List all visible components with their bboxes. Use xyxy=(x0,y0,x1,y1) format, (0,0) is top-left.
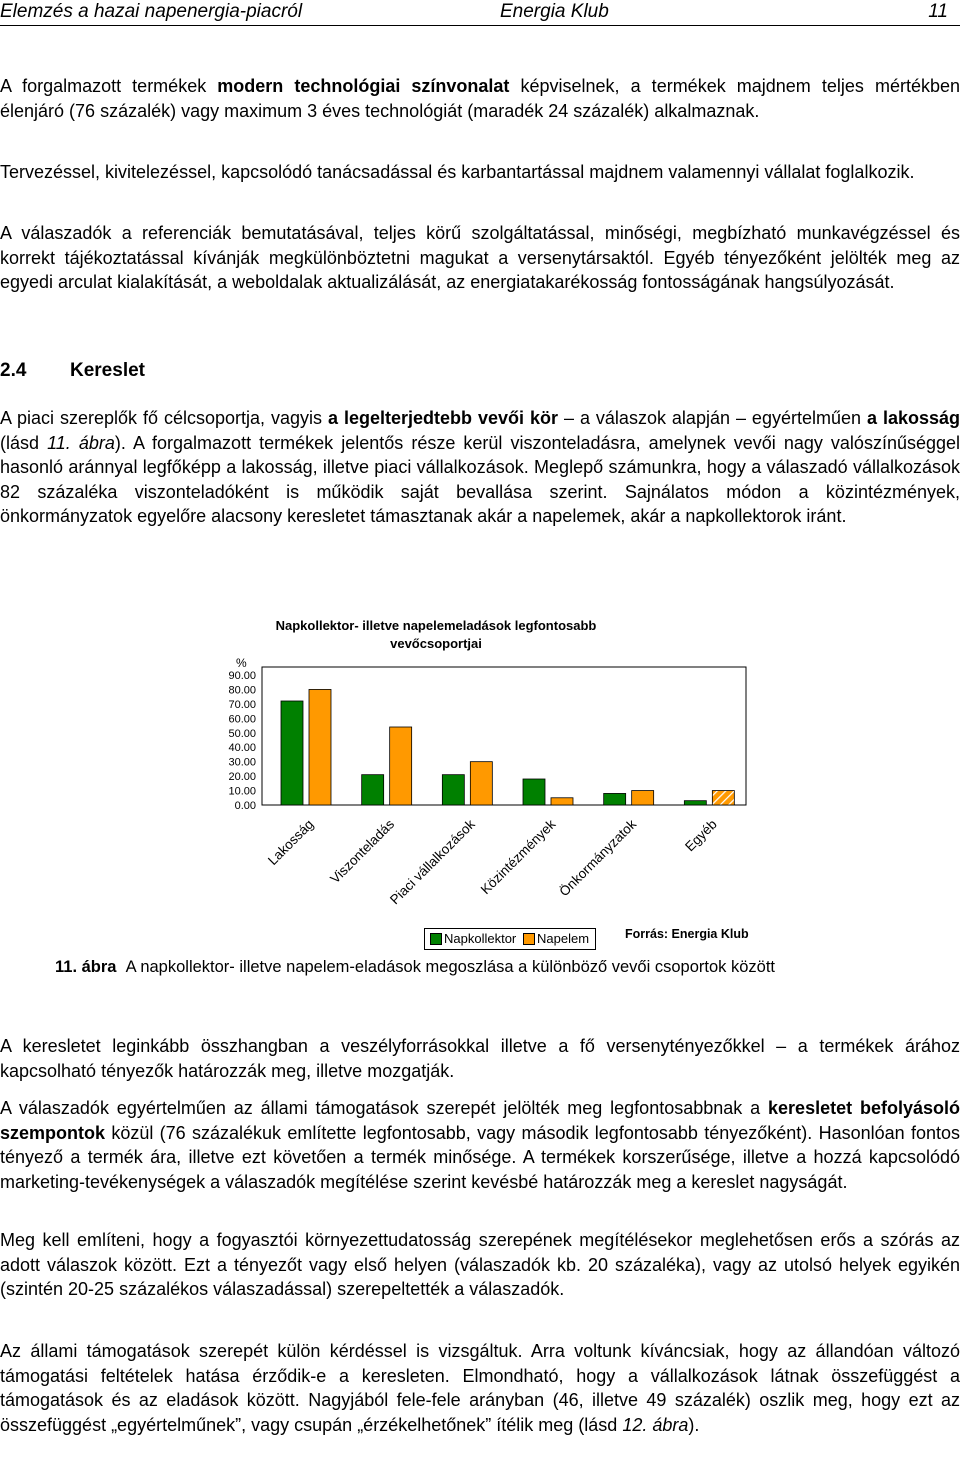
y-tick-label: 80.00 xyxy=(228,684,256,697)
paragraph-differentiation: A válaszadók a referenciák bemutatásával, teljes körű szolgáltatással, minőségi, megbízható munkavégzéssel és korrekt tájékoztatással kívánják megkülönböztetni magukat a versenytársaktól. Egyéb tényezőként jelölték meg az egyedi arculat kialakítását, a weboldalak aktualizálását, az energiatakarékosság fontosságának hangsúlyozását. xyxy=(0,223,960,292)
bar-napkollektor-5 xyxy=(604,793,626,805)
y-axis-label: % xyxy=(236,656,247,670)
chart-source: Forrás: Energia Klub xyxy=(625,927,749,941)
bar-napkollektor-6 xyxy=(684,801,706,805)
bar-napkollektor-3 xyxy=(442,775,464,805)
bar-napelem-5 xyxy=(632,791,654,805)
figure-number: 11. ábra xyxy=(55,958,117,976)
bar-napelem-4 xyxy=(551,798,573,805)
y-tick-label: 30.00 xyxy=(228,756,256,769)
bar-napelem-1 xyxy=(309,689,331,805)
y-tick-label: 60.00 xyxy=(228,713,256,726)
x-tick-label: Egyéb xyxy=(682,816,720,855)
figure-reference: 11. ábra xyxy=(47,432,115,453)
header-organization: Energia Klub xyxy=(500,1,609,22)
y-tick-label: 0.00 xyxy=(234,800,256,812)
paragraph-demand xyxy=(0,406,960,529)
paragraph-subsidy-impact xyxy=(0,1339,960,1437)
text-span: közül (76 százalékuk említette legfontosabb, vagy második legfontosabb tényezőként). Hasonlóan fontos tényező a termék ára, illetve ezt követően a termék minősége. A termékek korszerűsége, illetve a hozzá kapcsolódó marketing-tevékenységek a válaszadók megítélése szerint kevésbé határozzák meg a kereslet nagyságát. xyxy=(0,1122,960,1192)
x-tick-label: Viszonteladás xyxy=(327,816,398,887)
y-tick-label: 10.00 xyxy=(228,785,256,798)
page-header xyxy=(0,0,960,26)
figure-caption xyxy=(55,958,775,977)
paragraph-services: Tervezéssel, kivitelezéssel, kapcsolódó tanácsadással és karbantartással majdnem valamennyi vállalat foglalkozik. xyxy=(0,162,915,182)
bar-chart xyxy=(210,610,770,940)
text-span: (lásd xyxy=(0,432,48,453)
y-tick-label: 90.00 xyxy=(228,670,256,682)
text-span: A piaci szereplők fő célcsoportja, vagyis xyxy=(0,408,328,428)
bold-phrase: modern technológiai színvonalat xyxy=(217,76,510,96)
bold-phrase: a lakosság xyxy=(866,408,960,428)
section-title: Kereslet xyxy=(70,360,145,381)
chart-legend xyxy=(424,928,596,950)
text-span: A válaszadók egyértelműen az állami támogatások szerepét jelölték meg legfontosabbnak a xyxy=(0,1098,769,1118)
x-tick-label: Lakosság xyxy=(264,816,317,868)
bold-phrase: a legelterjedtebb vevői kör xyxy=(327,408,558,428)
chart-title-line2: vevőcsoportjai xyxy=(390,636,482,651)
text-span: ). A forgalmazott termékek jelentős része kerül viszonteladásra, amelynek vevői nagy valószínűséggel hasonló aránnyal legfőképp a lakosság, illetve piaci vállalkozások. Meglepő számunkra, hogy a válaszadó vállalkozások 82 százaléka viszonteladóként is működik saját bevallása szerint. Sajnálatos módon a közintézmények, önkormányzatok egyelőre alacsony keresletet támasztanak akár a napelemek, akár a napkollektorok iránt. xyxy=(0,432,960,526)
legend-swatch-napkollektor xyxy=(430,933,442,945)
figure-reference: 12. ábra xyxy=(622,1414,689,1435)
section-heading xyxy=(0,360,145,382)
text-span: A forgalmazott termékek xyxy=(0,76,218,96)
bold-phrase: keresletet befolyásoló szempontok xyxy=(0,1098,960,1143)
chart-title-line1: Napkollektor- illetve napelemeladások legfontosabb xyxy=(275,618,597,633)
bar-napkollektor-1 xyxy=(281,701,303,805)
x-tick-label: Piaci vállalkozások xyxy=(387,816,478,908)
bar-napelem-3 xyxy=(470,762,492,805)
legend-swatch-napelem xyxy=(523,933,535,945)
text-span: képviselnek, a termékek majdnem teljes mértékben élenjáró (76 százalék) vagy maximum 3 éves technológiát (maradék 24 százalék) alkalmaznak. xyxy=(0,76,960,121)
figure-caption-text: A napkollektor- illetve napelem-eladások megoszlása a különböző vevői csoportok között xyxy=(125,958,775,976)
text-span: Az állami támogatások szerepét külön kérdéssel is vizsgáltuk. Arra voltunk kíváncsiak, hogy az állandóan változó támogatási feltételek hatása érződik-e a keresleten. Elmondható, hogy a vállalkozások látnak összefüggést a támogatások és az eladások között. Nagyjából fele-fele arányban (46, illetve 49 százalék) oszlik meg, hogy ezt az összefüggést „egyértelműnek”, vagy csupán „érzékelhetőnek” ítélik meg (lásd xyxy=(0,1341,960,1435)
paragraph-price-factors: A keresletet leginkább összhangban a veszélyforrásokkal illetve a fő versenytényezőkkel – a termékek árához kapcsolható tényezők határozzák meg, illetve mozgatják. xyxy=(0,1036,960,1081)
legend-label-napkollektor: Napkollektor xyxy=(444,931,517,946)
y-tick-label: 50.00 xyxy=(228,727,256,740)
page-number: 11 xyxy=(928,1,948,22)
text-span: – a válaszok alapján – egyértelműen xyxy=(557,408,867,428)
paragraph-technology xyxy=(0,74,960,123)
bar-napkollektor-4 xyxy=(523,779,545,805)
bar-napelem-6 xyxy=(712,791,734,805)
x-tick-label: Közintézmények xyxy=(477,816,559,898)
header-rule xyxy=(0,25,960,26)
y-tick-label: 20.00 xyxy=(228,771,256,784)
bar-napkollektor-2 xyxy=(362,775,384,805)
plot-area xyxy=(262,667,746,805)
bar-napelem-2 xyxy=(390,727,412,805)
paragraph-awareness: Meg kell említeni, hogy a fogyasztói környezettudatosság szerepének megítélésekor meglehetősen erős a szórás az adott válaszok között. Ezt a tényezőt vagy első helyen (válaszadók kb. 20 százaléka), vagy az utolsó helyek egyikén (szintén 20-25 százalékos válaszadással) szerepeltették a válaszadók. xyxy=(0,1230,960,1299)
paragraph-subsidies xyxy=(0,1096,960,1194)
text-span: ). xyxy=(688,1414,700,1435)
y-tick-label: 40.00 xyxy=(228,742,256,755)
y-tick-label: 70.00 xyxy=(228,698,256,711)
section-number: 2.4 xyxy=(0,360,27,381)
x-tick-label: Önkormányzatok xyxy=(556,816,640,900)
header-document-title: Elemzés a hazai napenergia-piacról xyxy=(0,1,303,22)
legend-label-napelem: Napelem xyxy=(537,931,590,946)
